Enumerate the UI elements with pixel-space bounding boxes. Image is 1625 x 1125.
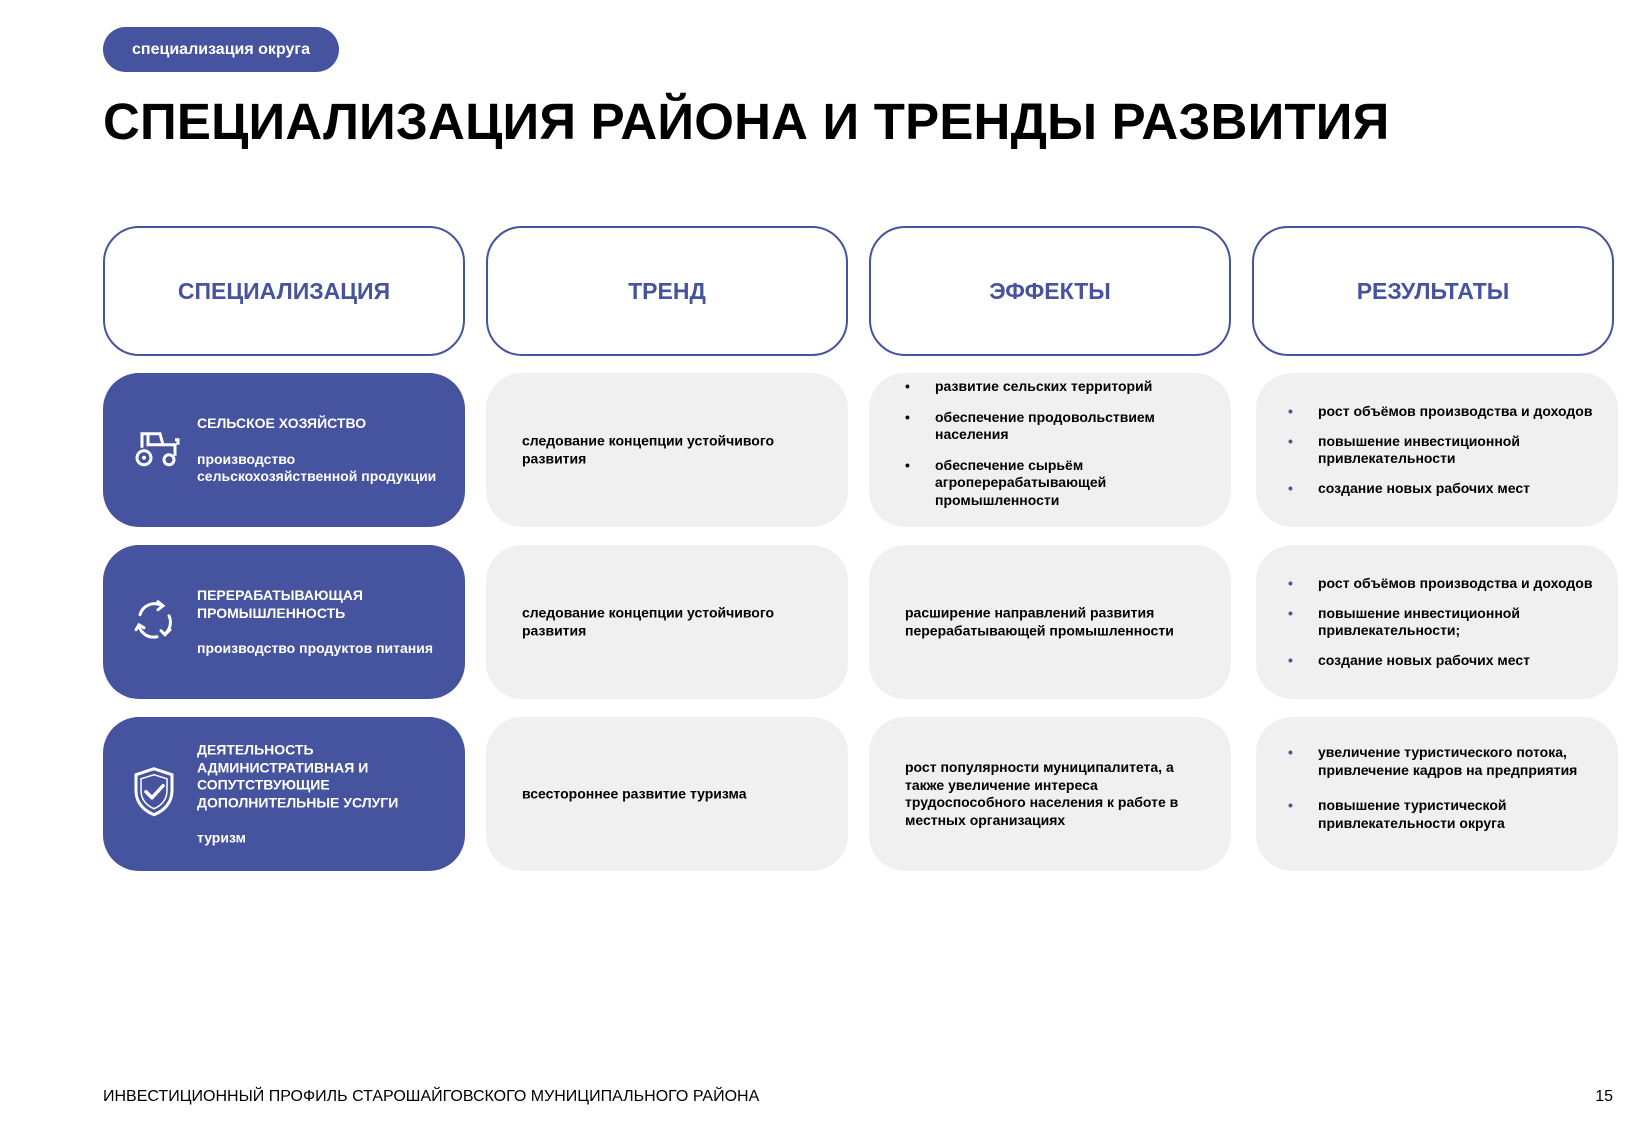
list-item: • повышение инвестиционной привлекательности; <box>1288 605 1608 640</box>
trend-text: следование концепции устойчивого развития <box>522 432 775 466</box>
specialization-name: ПЕРЕРАБАТЫВАЮЩАЯ ПРОМЫШЛЕННОСТЬ <box>197 586 363 621</box>
recycle-arrows-icon <box>132 598 176 647</box>
specialization-description: производство сельскохозяйственной продукции <box>197 450 437 484</box>
header-effects: ЭФФЕКТЫ <box>869 226 1231 356</box>
list-item: • рост объёмов производства и доходов <box>1288 403 1608 421</box>
specialization-description: производство продуктов питания <box>197 639 434 656</box>
section-tag: специализация округа <box>103 27 339 72</box>
results-list <box>1288 403 1608 497</box>
results-card <box>1256 373 1618 527</box>
trend-text: следование концепции устойчивого развития <box>522 604 775 638</box>
list-item: • создание новых рабочих мест <box>1288 652 1608 670</box>
effects-text: расширение направлений развития перерабатывающей промышленности <box>905 604 1174 638</box>
header-specialization: СПЕЦИАЛИЗАЦИЯ <box>103 226 465 356</box>
results-list <box>1288 575 1608 669</box>
effects-card <box>869 717 1231 871</box>
header-trend: ТРЕНД <box>486 226 848 356</box>
list-item: • создание новых рабочих мест <box>1288 480 1608 498</box>
specialization-name: ДЕЯТЕЛЬНОСТЬ АДМИНИСТРАТИВНАЯ И СОПУТСТВУЮЩИЕ ДОПОЛНИТЕЛЬНЫЕ УСЛУГИ <box>197 741 399 810</box>
effects-list <box>905 378 1217 522</box>
trend-card <box>486 545 848 699</box>
effects-card <box>869 373 1231 527</box>
trend-text: всестороннее развитие туризма <box>522 785 747 802</box>
specialization-card <box>103 373 465 527</box>
results-list <box>1288 744 1608 832</box>
effects-card <box>869 545 1231 699</box>
list-item: • развитие сельских территорий <box>905 378 1217 396</box>
page-number: 15 <box>1595 1088 1613 1105</box>
list-item: • обеспечение продовольствием населения <box>905 409 1217 444</box>
list-item: • повышение инвестиционной привлекательности <box>1288 433 1608 468</box>
trend-card <box>486 373 848 527</box>
footer-text: ИНВЕСТИЦИОННЫЙ ПРОФИЛЬ СТАРОШАЙГОВСКОГО МУНИЦИПАЛЬНОГО РАЙОНА <box>103 1088 760 1105</box>
list-item: • увеличение туристического потока, привлечение кадров на предприятия <box>1288 744 1608 779</box>
list-item: • обеспечение сырьём агроперерабатывающей промышленности <box>905 457 1217 510</box>
specialization-name: СЕЛЬСКОЕ ХОЗЯЙСТВО <box>197 414 367 431</box>
header-results: РЕЗУЛЬТАТЫ <box>1252 226 1614 356</box>
trend-card <box>486 717 848 871</box>
specialization-description: туризм <box>197 829 246 846</box>
page-title: СПЕЦИАЛИЗАЦИЯ РАЙОНА И ТРЕНДЫ РАЗВИТИЯ <box>103 93 1390 150</box>
results-card <box>1256 545 1618 699</box>
list-item: • рост объёмов производства и доходов <box>1288 575 1608 593</box>
specialization-card <box>103 545 465 699</box>
effects-text: рост популярности муниципалитета, а также увеличение интереса трудоспособного населения к работе в местных организациях <box>905 759 1179 828</box>
shield-check-icon <box>132 767 176 822</box>
tractor-icon <box>132 428 180 473</box>
list-item: • повышение туристической привлекательности округа <box>1288 797 1608 832</box>
results-card <box>1256 717 1618 871</box>
specialization-card <box>103 717 465 871</box>
